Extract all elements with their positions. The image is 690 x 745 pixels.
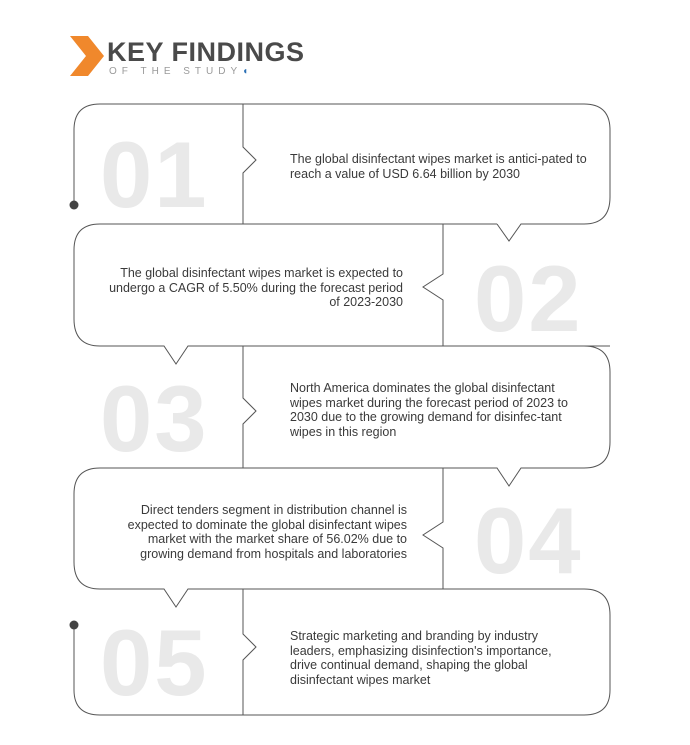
finding-4-number: 04 [474,488,583,593]
flow-end-dot [70,621,79,630]
finding-2-divider [423,224,443,346]
page-subtitle-text: OF THE STUDY [109,66,243,77]
finding-1-number: 01 [100,122,209,227]
finding-1-divider [243,104,256,224]
finding-5-divider [243,589,256,715]
finding-3-text: North America dominates the global disinfectant wipes market during the forecast period of 2023 to 2030 due to the growing demand for disinfec-tant wipes in this region [290,381,568,439]
finding-3-number: 03 [100,366,209,471]
flow-start-dot [70,201,79,210]
page-subtitle [109,66,248,78]
finding-2-text: The global disinfectant wipes market is expected to undergo a CAGR of 5.50% during the forecast period of 2023-2030 [109,266,403,309]
page-title: KEY FINDINGS [107,37,305,67]
finding-2-number: 02 [474,246,583,351]
finding-1-text: The global disinfectant wipes market is antici-pated to reach a value of USD 6.64 billion by 2030 [290,152,587,181]
finding-5-text: Strategic marketing and branding by industry leaders, emphasizing disinfection's importance, drive continual demand, shaping the global disinfectant wipes market [290,629,552,687]
finding-3-divider [243,346,256,468]
finding-4-divider [423,468,443,589]
finding-4-text: Direct tenders segment in distribution channel is expected to dominate the global disinfectant wipes market with the market share of 56.02% due to growing demand from hospitals and laboratories [127,503,407,561]
chevron-logo-icon [68,36,104,76]
finding-5-number: 05 [100,610,209,715]
crescent-dot-icon: ◖ [242,66,249,77]
